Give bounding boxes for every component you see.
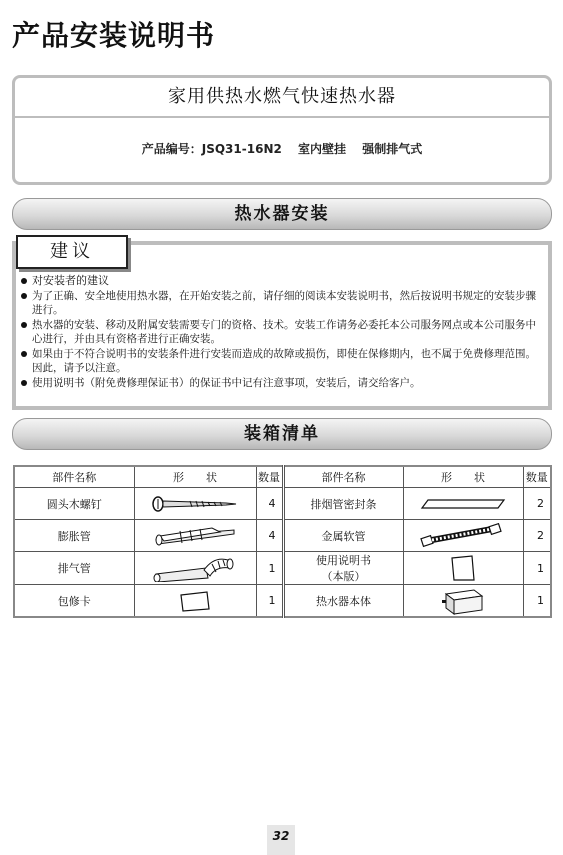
product-exhaust: 强制排气式 xyxy=(362,142,423,156)
part-name: 热水器本体 xyxy=(283,585,403,618)
packing-section-heading: 装箱清单 xyxy=(12,418,552,450)
column-header-shape: 形 状 xyxy=(403,466,523,488)
advice-list xyxy=(20,274,544,390)
advice-item: 使用说明书（附免费修理保证书）的保证书中记有注意事项，安装后，请交给客户。 xyxy=(20,376,544,391)
part-qty: 4 xyxy=(256,488,283,520)
column-header-qty: 数量 xyxy=(256,466,283,488)
page-number: 32 xyxy=(267,825,295,855)
advice-item: 如果由于不符合说明书的安装条件进行安装而造成的故障或损伤，即使在保修期内，也不属于免费修理范围。因此，请予以注意。 xyxy=(20,347,544,376)
warranty-card-icon xyxy=(175,589,215,613)
table-row xyxy=(14,488,551,520)
column-header-name: 部件名称 xyxy=(14,466,134,488)
table-header-row xyxy=(14,466,551,488)
advice-item: 为了正确、安全地使用热水器，在开始安装之前，请仔细的阅读本安装说明书，然后按说明书规定的安装步骤进行。 xyxy=(20,289,544,318)
product-mount: 室内壁挂 xyxy=(298,142,347,156)
advice-tab: 建议 xyxy=(16,235,128,269)
column-header-qty: 数量 xyxy=(523,466,551,488)
part-name: 排气管 xyxy=(14,552,134,585)
packing-table xyxy=(13,465,552,618)
metal-hose-icon xyxy=(418,523,508,549)
install-section-heading: 热水器安装 xyxy=(12,198,552,230)
advice-item: 热水器的安装、移动及附属安装需要专门的资格、技术。安装工作请务必委托本公司服务网点或本公司服务中心进行，并由具有资格者进行正确安装。 xyxy=(20,318,544,347)
part-name: 膨胀管 xyxy=(14,520,134,552)
part-name-sub: （本版） xyxy=(321,570,366,583)
screw-icon xyxy=(150,492,240,516)
part-qty: 1 xyxy=(256,585,283,618)
exhaust-pipe-icon xyxy=(150,554,240,582)
part-qty: 2 xyxy=(523,488,551,520)
table-row xyxy=(14,552,551,585)
product-code: 产品编号：JSQ31-16N2 xyxy=(141,142,282,156)
part-qty: 2 xyxy=(523,520,551,552)
part-name-multiline xyxy=(283,552,403,585)
expansion-tube-icon xyxy=(150,523,240,549)
water-heater-icon xyxy=(438,586,488,616)
part-name: 使用说明书 xyxy=(316,554,371,567)
part-qty: 1 xyxy=(523,585,551,618)
part-name: 金属软管 xyxy=(283,520,403,552)
column-header-shape: 形 状 xyxy=(134,466,256,488)
product-box xyxy=(12,75,552,185)
part-name: 圆头木螺钉 xyxy=(14,488,134,520)
column-header-name: 部件名称 xyxy=(283,466,403,488)
part-qty: 1 xyxy=(523,552,551,585)
product-info xyxy=(15,140,549,157)
table-row xyxy=(14,585,551,618)
table-row xyxy=(14,520,551,552)
part-name: 包修卡 xyxy=(14,585,134,618)
advice-item: 对安装者的建议 xyxy=(20,274,544,289)
manual-icon xyxy=(448,554,478,582)
part-qty: 4 xyxy=(256,520,283,552)
seal-strip-icon xyxy=(418,494,508,514)
part-name: 排烟管密封条 xyxy=(283,488,403,520)
page-title: 产品安装说明书 xyxy=(12,19,216,52)
part-qty: 1 xyxy=(256,552,283,585)
product-name: 家用供热水燃气快速热水器 xyxy=(15,78,549,118)
